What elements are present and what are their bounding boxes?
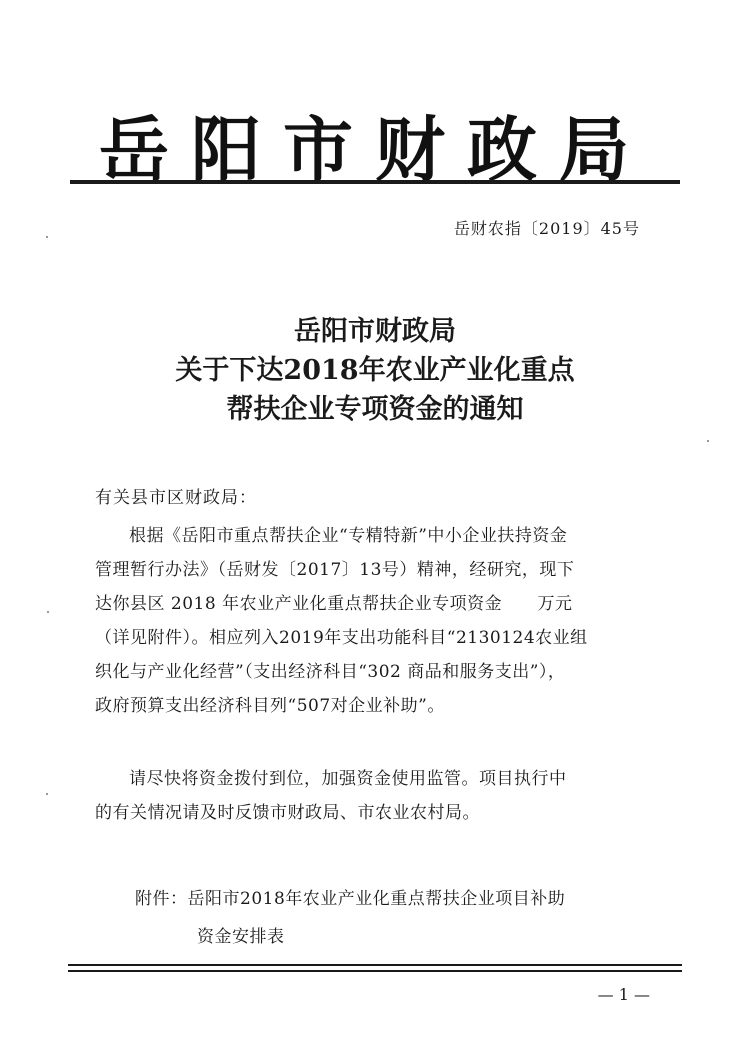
document-title	[0, 312, 750, 429]
paragraph-2-line-2: 的有关情况请及时反馈市财政局、市农业农村局。	[95, 803, 480, 823]
footer-divider-line-1	[68, 964, 682, 966]
footer-divider-line-2	[68, 970, 682, 972]
title-line-3: 帮扶企业专项资金的通知	[226, 394, 524, 425]
paragraph-1-line-6: 政府预算支出经济科目列“507对企业补助”。	[95, 696, 445, 716]
document-number: 岳财农指〔2019〕45号	[453, 219, 640, 238]
salutation: 有关县市区财政局：	[95, 488, 257, 508]
scan-speck	[47, 611, 49, 613]
body-paragraph-1	[95, 519, 655, 723]
paragraph-1-line-2: 管理暂行办法》（岳财发〔2017〕13号）精神，经研究，现下	[95, 560, 575, 580]
page-number: — 1 —	[597, 985, 650, 1004]
attachment-note	[135, 880, 565, 956]
body-paragraph-2	[95, 762, 655, 830]
attachment-line-2: 资金安排表	[197, 927, 285, 947]
paragraph-2-line-1: 请尽快将资金拨付到位，加强资金使用监管。项目执行中	[129, 769, 567, 789]
issuing-organization-header: 岳阳市财政局	[99, 108, 651, 191]
title-line-2: 关于下达2018年农业产业化重点	[175, 355, 575, 386]
paragraph-1-line-4: （详见附件）。相应列入2019年支出功能科目“2130124农业组	[95, 628, 588, 648]
scan-speck	[46, 236, 48, 238]
attachment-line-1: 附件：岳阳市2018年农业产业化重点帮扶企业项目补助	[135, 889, 566, 909]
paragraph-1-line-3: 达你县区 2018 年农业产业化重点帮扶企业专项资金 万元	[95, 594, 573, 614]
paragraph-1-line-5: 织化与产业化经营”（支出经济科目“302 商品和服务支出”），	[95, 662, 566, 682]
scan-speck	[707, 440, 709, 442]
header-divider-line	[70, 180, 680, 184]
scan-speck	[46, 793, 48, 795]
paragraph-1-line-1: 根据《岳阳市重点帮扶企业“专精特新”中小企业扶持资金	[129, 526, 568, 546]
title-line-1: 岳阳市财政局	[294, 316, 456, 347]
